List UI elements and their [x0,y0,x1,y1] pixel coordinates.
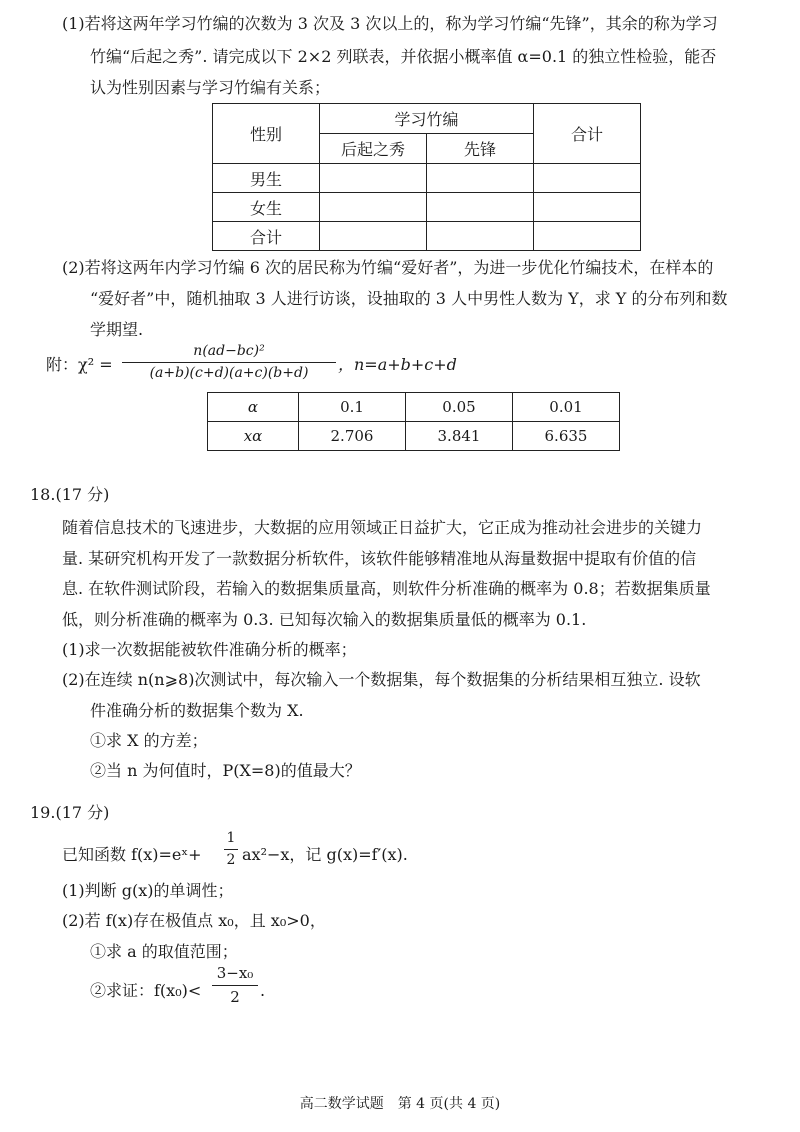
q19-header: 19.(17 分) [30,803,110,822]
table-header-gender: 性别 [213,104,320,164]
q18-body-line2: 量. 某研究机构开发了一款数据分析软件，该软件能够精准地从海量数据中提取有价值的信 [62,549,697,568]
table-header-group: 学习竹编 [320,104,534,134]
table-cell [534,164,641,193]
q19-sub2-end: . [260,981,266,1000]
x-alpha-value: 2.706 [299,422,406,451]
q19-intro-b: ax²−x，记 g(x)=f′(x). [242,845,408,864]
q18-part2-line2: 件准确分析的数据集个数为 X. [90,701,304,720]
contingency-table [212,103,641,251]
q18-sub2: ②当 n 为何值时，P(X=8)的值最大？ [90,761,361,780]
x-alpha-value: 3.841 [406,422,513,451]
q19-part2: (2)若 f(x)存在极值点 x₀，且 x₀>0， [62,911,326,930]
q19-sub2-frac-num: 3−x₀ [216,964,254,982]
page-footer: 高二数学试题 第 4 页(共 4 页) [299,1096,501,1112]
alpha-value: 0.01 [513,393,620,422]
formula-numerator: n(ad−bc)² [193,343,265,359]
q19-sub2-frac-den: 2 [230,988,240,1006]
appendix-label: 附：χ² = [46,355,113,374]
formula-fraction-bar [122,362,336,363]
table-cell [320,164,427,193]
q19-intro-a: 已知函数 f(x)=eˣ+ [62,845,202,864]
critical-value-table [207,392,620,451]
q18-part2-line1: (2)在连续 n(n⩾8)次测试中，每次输入一个数据集，每个数据集的分析结果相互独立. 设软 [62,670,701,689]
alpha-label: α [208,393,299,422]
q18-body-line1: 随着信息技术的飞速进步，大数据的应用领域正日益扩大，它正成为推动社会进步的关键力 [62,518,703,537]
q17-part1-line2: 竹编“后起之秀”. 请完成以下 2×2 列联表，并依据小概率值 α=0.1 的独立性检验，能否 [90,47,717,66]
q17-part1-line3: 认为性别因素与学习竹编有关系； [90,78,331,97]
table-subheader-late: 后起之秀 [320,134,427,164]
table-cell [427,164,534,193]
q19-intro-frac-den: 2 [226,852,236,868]
q17-part1-line1: (1)若将这两年学习竹编的次数为 3 次及 3 次以上的，称为学习竹编“先锋”，其余的称为学习 [62,14,718,33]
q19-sub2-frac-bar [212,985,258,986]
q18-sub1: ①求 X 的方差； [90,731,208,750]
q18-body-line4: 低，则分析准确的概率为 0.3. 已知每次输入的数据集质量低的概率为 0.1. [62,610,587,629]
q19-sub2-a: ②求证：f(x₀)< [90,981,202,1000]
table-cell [427,193,534,222]
table-cell [320,193,427,222]
q19-intro-frac-num: 1 [226,830,236,846]
q17-part2-line2: “爱好者”中，随机抽取 3 人进行访谈，设抽取的 3 人中男性人数为 Y，求 Y 的分布列和数 [90,289,728,308]
table-header-total: 合计 [534,104,641,164]
table-row-label: 合计 [213,222,320,251]
q17-part2-line3: 学期望. [90,320,144,339]
x-alpha-label: xα [208,422,299,451]
alpha-value: 0.1 [299,393,406,422]
q18-body-line3: 息. 在软件测试阶段，若输入的数据集质量高，则软件分析准确的概率为 0.8；若数据集质量 [62,579,711,598]
q19-part1: (1)判断 g(x)的单调性； [62,881,234,900]
x-alpha-value: 6.635 [513,422,620,451]
table-cell [427,222,534,251]
table-row-label: 男生 [213,164,320,193]
q19-sub1: ①求 a 的取值范围； [90,942,238,961]
q18-header: 18.(17 分) [30,485,110,504]
q19-intro-frac-bar [224,849,238,850]
table-row-label: 女生 [213,193,320,222]
table-subheader-pioneer: 先锋 [427,134,534,164]
formula-n: ，n=a+b+c+d [338,355,457,374]
alpha-value: 0.05 [406,393,513,422]
table-cell [534,193,641,222]
formula-denominator: (a+b)(c+d)(a+c)(b+d) [149,365,309,381]
table-cell [534,222,641,251]
q18-part1: (1)求一次数据能被软件准确分析的概率； [62,640,357,659]
table-cell [320,222,427,251]
q17-part2-line1: (2)若将这两年内学习竹编 6 次的居民称为竹编“爱好者”，为进一步优化竹编技术，在样本的 [62,258,714,277]
